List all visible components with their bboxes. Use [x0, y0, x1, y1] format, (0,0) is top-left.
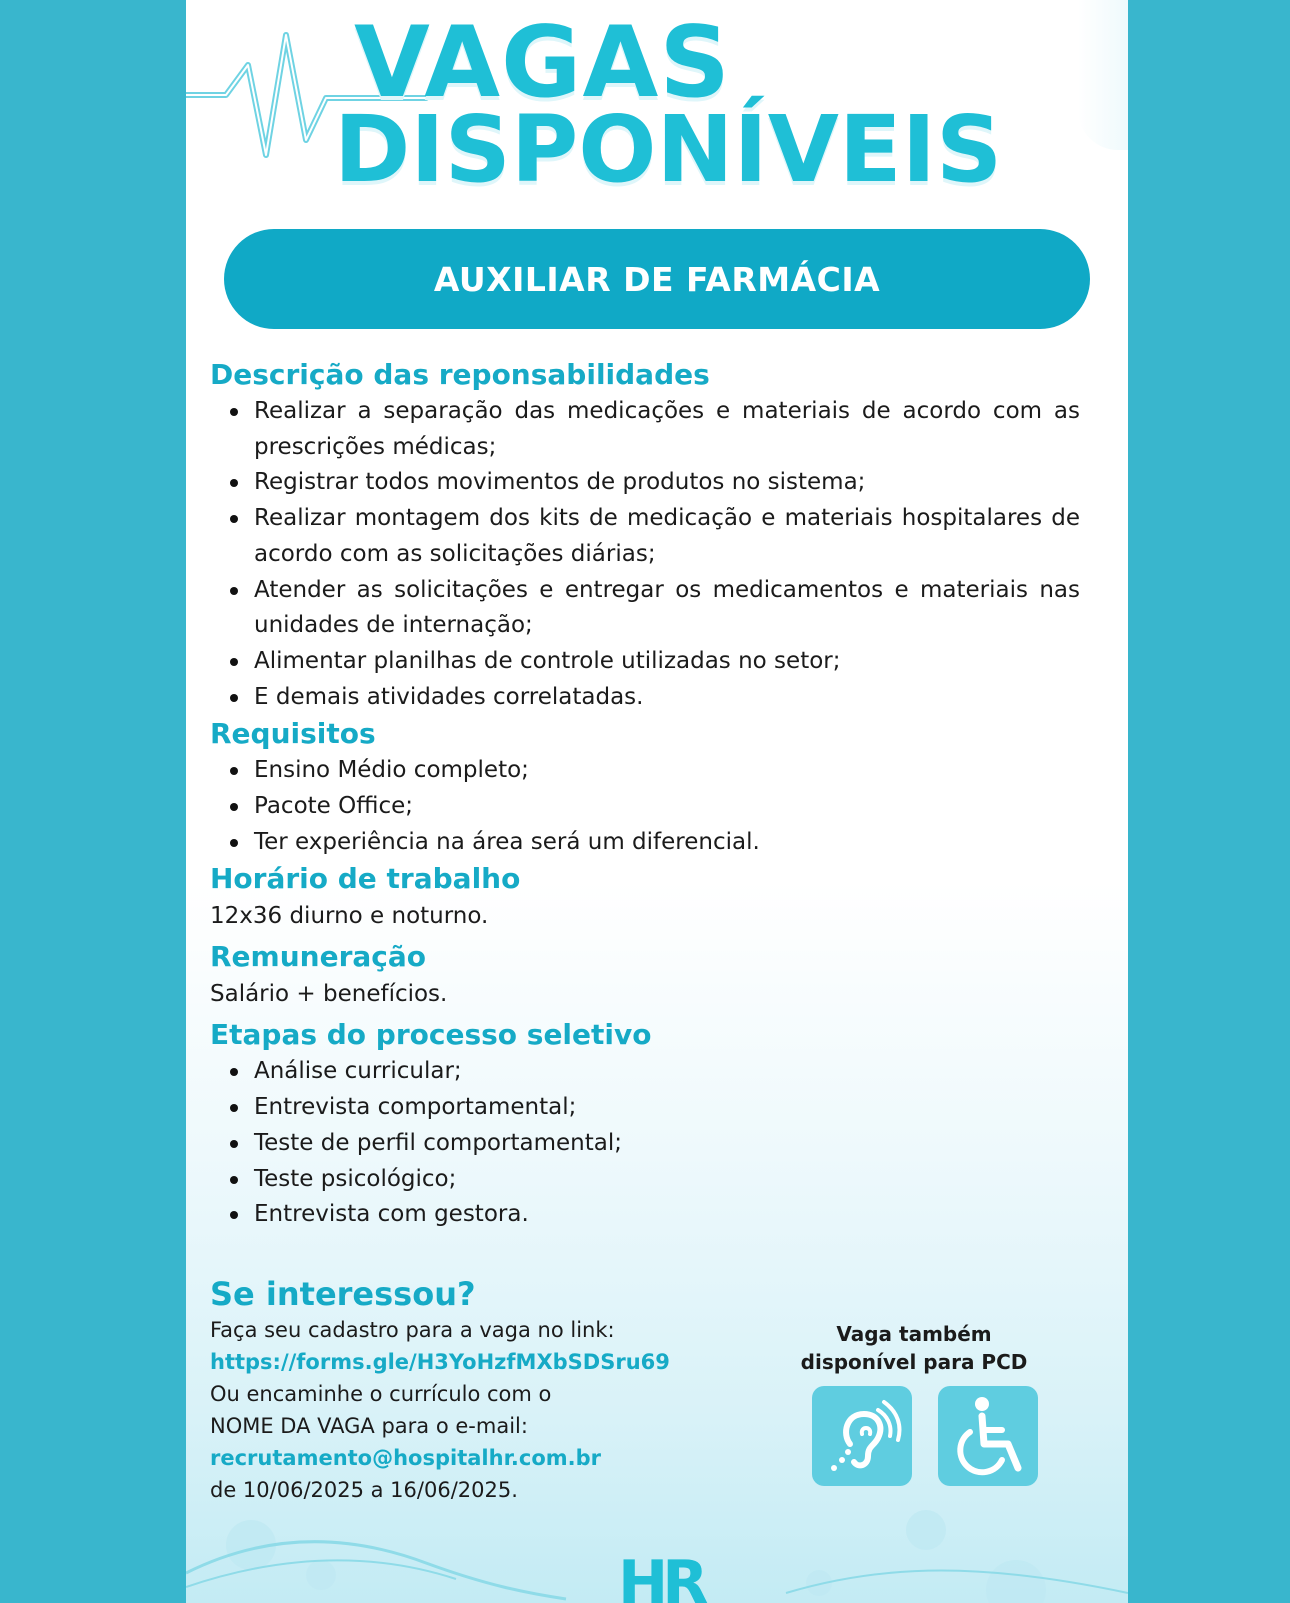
list-item: Ter experiência na área será um diferencial.	[254, 825, 1080, 861]
wheelchair-icon	[938, 1386, 1038, 1486]
apply-instructions: Faça seu cadastro para a vaga no link:	[210, 1318, 615, 1342]
job-title: AUXILIAR DE FARMÁCIA	[433, 259, 881, 299]
job-title-banner	[224, 229, 1090, 329]
list-item: Alimentar planilhas de controle utilizadas no setor;	[254, 644, 1080, 680]
pcd-icons	[812, 1386, 1052, 1486]
list-item: Entrevista com gestora.	[254, 1197, 1080, 1233]
steps-list	[210, 1054, 1080, 1233]
list-item: Registrar todos movimentos de produtos no sistema;	[254, 465, 1080, 501]
list-item: Análise curricular;	[254, 1054, 1080, 1090]
application-link[interactable]: https://forms.gle/H3YoHzfMXbSDSru69	[210, 1350, 670, 1374]
application-dates: de 10/06/2025 a 16/06/2025.	[210, 1478, 518, 1502]
hospital-logo: HR	[618, 1548, 703, 1603]
pcd-line-2: disponível para PCD	[800, 1350, 1028, 1374]
pcd-line-1: Vaga também	[836, 1322, 992, 1346]
list-item: Realizar a separação das medicações e materiais de acordo com as prescrições médicas;	[254, 394, 1080, 465]
title-line-1: VAGAS	[354, 6, 731, 120]
responsibilities-heading: Descrição das reponsabilidades	[210, 358, 710, 391]
decorative-glow	[1078, 0, 1128, 150]
requirements-list	[210, 753, 1080, 860]
list-item: E demais atividades correlatadas.	[254, 680, 1080, 716]
hearing-impaired-icon	[812, 1386, 912, 1486]
job-details	[210, 356, 1080, 1233]
steps-heading: Etapas do processo seletivo	[210, 1018, 652, 1052]
list-item: Pacote Office;	[254, 789, 1080, 825]
pay-text: Salário + benefícios.	[210, 981, 448, 1008]
pcd-notice	[796, 1320, 1032, 1376]
list-item: Ensino Médio completo;	[254, 753, 1080, 789]
list-item: Atender as solicitações e entregar os medicamentos e materiais nas unidades de internação;	[254, 573, 1080, 644]
list-item: Teste psicológico;	[254, 1162, 1080, 1198]
requirements-heading: Requisitos	[210, 717, 376, 751]
apply-alt-line-1: Ou encaminhe o currículo com o	[210, 1382, 552, 1406]
schedule-text: 12x36 diurno e noturno.	[210, 903, 489, 930]
recruitment-email[interactable]: recrutamento@hospitalhr.com.br	[210, 1446, 602, 1470]
responsibilities-list	[210, 394, 1080, 715]
job-poster	[186, 0, 1128, 1603]
schedule-heading: Horário de trabalho	[210, 862, 521, 896]
list-item: Entrevista comportamental;	[254, 1090, 1080, 1126]
apply-heading: Se interessou?	[210, 1275, 476, 1313]
pay-heading: Remuneração	[210, 940, 427, 974]
apply-section	[210, 1274, 730, 1506]
list-item: Realizar montagem dos kits de medicação e materiais hospitalares de acordo com as solicitações diárias;	[254, 501, 1080, 572]
apply-alt-line-2: NOME DA VAGA para o e-mail:	[210, 1414, 528, 1438]
title-line-2: DISPONÍVEIS	[334, 96, 1003, 203]
list-item: Teste de perfil comportamental;	[254, 1126, 1080, 1162]
